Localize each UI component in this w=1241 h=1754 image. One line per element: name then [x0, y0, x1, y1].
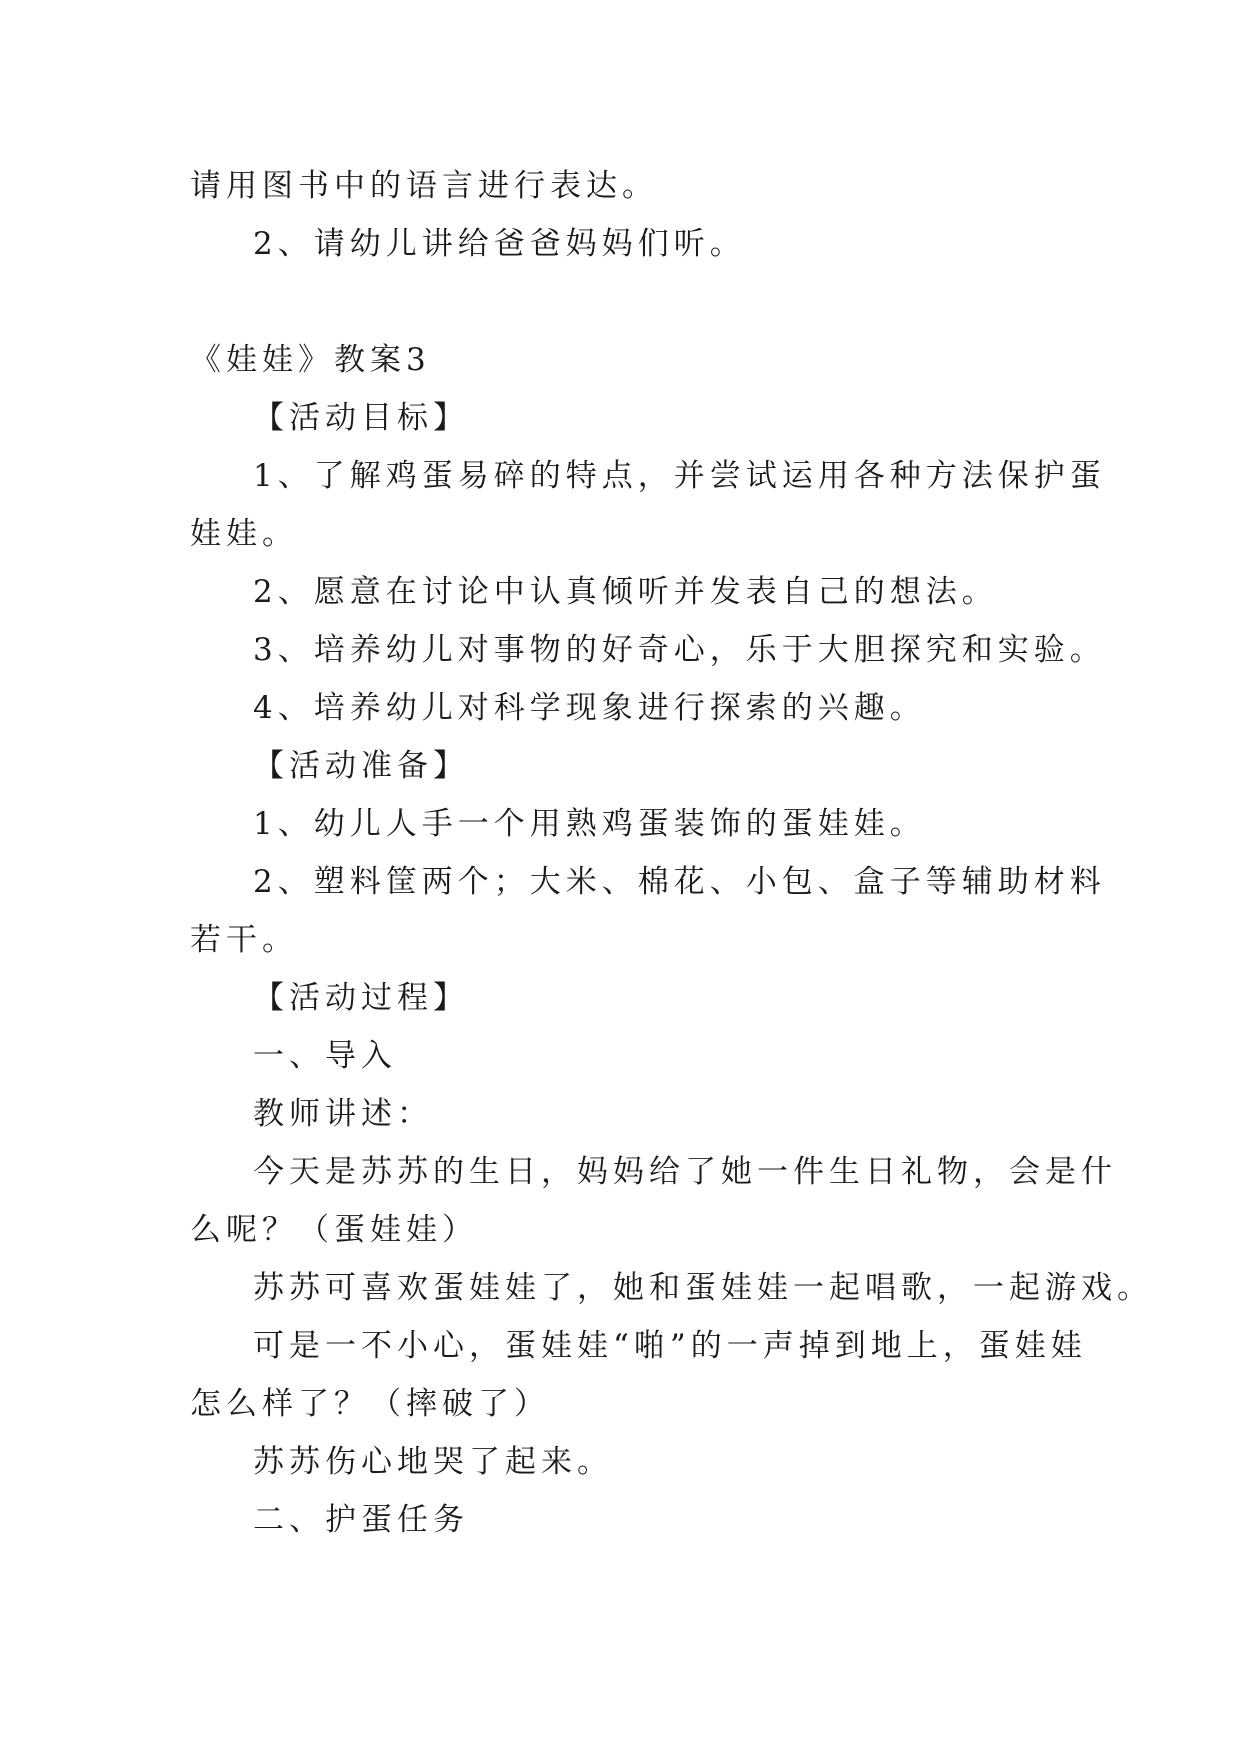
section-heading: 【活动过程】 [253, 980, 469, 1016]
paragraph-line: 4、培养幼儿对科学现象进行探索的兴趣。 [253, 690, 926, 726]
paragraph-line: 怎么样了？（摔破了） [190, 1386, 550, 1422]
subheading: 一、导入 [253, 1038, 397, 1074]
paragraph-line: 苏苏伤心地哭了起来。 [253, 1444, 613, 1480]
paragraph-line: 可是一不小心，蛋娃娃“啪”的一声掉到地上，蛋娃娃 [253, 1328, 1087, 1364]
paragraph-line: 苏苏可喜欢蛋娃娃了，她和蛋娃娃一起唱歌，一起游戏。 [253, 1270, 1153, 1306]
paragraph-line: 3、培养幼儿对事物的好奇心，乐于大胆探究和实验。 [253, 632, 1106, 668]
paragraph-line: 教师讲述： [253, 1096, 433, 1132]
paragraph-line: 2、请幼儿讲给爸爸妈妈们听。 [253, 226, 746, 262]
paragraph-line: 1、了解鸡蛋易碎的特点，并尝试运用各种方法保护蛋 [253, 458, 1106, 494]
section-heading: 【活动准备】 [253, 748, 469, 784]
paragraph-line: 请用图书中的语言进行表达。 [190, 168, 658, 204]
paragraph-line: 2、塑料筐两个；大米、棉花、小包、盒子等辅助材料 [253, 864, 1106, 900]
paragraph-line: 若干。 [190, 922, 298, 958]
paragraph-line: 1、幼儿人手一个用熟鸡蛋装饰的蛋娃娃。 [253, 806, 926, 842]
section-title: 《娃娃》教案3 [190, 342, 431, 378]
section-heading: 【活动目标】 [253, 400, 469, 436]
paragraph-line: 娃娃。 [190, 516, 298, 552]
paragraph-line: 2、愿意在讨论中认真倾听并发表自己的想法。 [253, 574, 998, 610]
paragraph-line: 么呢？（蛋娃娃） [190, 1212, 478, 1248]
paragraph-line: 今天是苏苏的生日，妈妈给了她一件生日礼物，会是什 [253, 1154, 1117, 1190]
subheading: 二、护蛋任务 [253, 1502, 469, 1538]
